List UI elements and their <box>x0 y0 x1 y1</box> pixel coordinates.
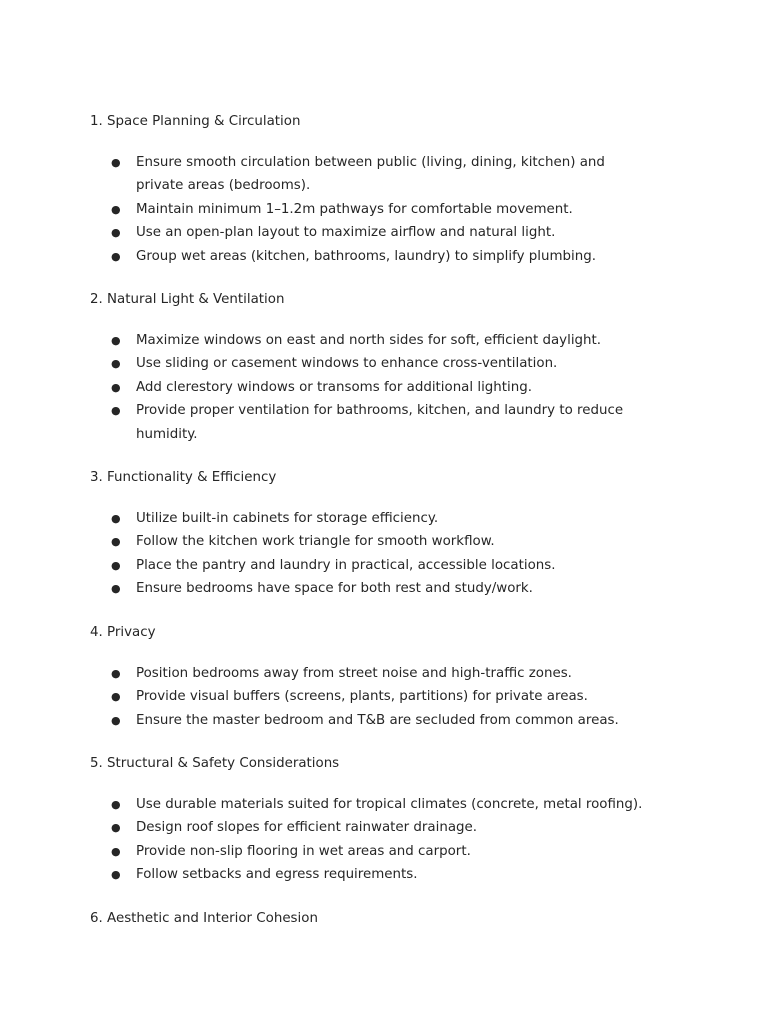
list-item-text: Use sliding or casement windows to enhance cross-ventilation. <box>136 356 558 372</box>
bullet-icon: ● <box>111 404 121 418</box>
bullet-icon: ● <box>111 249 121 263</box>
bullet-icon: ● <box>111 512 121 526</box>
bullet-icon: ● <box>111 156 121 169</box>
list-item-text: Follow setbacks and egress requirements. <box>136 867 418 883</box>
list-item <box>90 221 648 244</box>
bullet-icon: ● <box>111 821 121 835</box>
list-item <box>90 245 648 268</box>
section-structural-safety <box>90 754 648 887</box>
section-space-planning <box>90 112 648 268</box>
bullet-icon: ● <box>111 868 121 882</box>
section-natural-light <box>90 290 648 446</box>
bullet-icon: ● <box>111 797 121 811</box>
section-heading: 3. Functionality & Efficiency <box>90 470 277 486</box>
list-item <box>90 530 648 553</box>
list-item <box>90 329 648 352</box>
list-item <box>90 816 648 839</box>
list-item-text: Provide visual buffers (screens, plants, partitions) for private areas. <box>136 689 588 705</box>
bullet-icon: ● <box>111 226 121 240</box>
list-item <box>90 352 648 375</box>
bullet-icon: ● <box>111 690 121 704</box>
list-item <box>90 151 648 198</box>
list-item-text: Ensure smooth circulation between public (living, dining, kitchen) and private areas (bedrooms). <box>136 155 605 194</box>
bullet-icon: ● <box>111 334 121 348</box>
list-item-text: Provide non-slip flooring in wet areas and carport. <box>136 843 471 859</box>
bullet-icon: ● <box>111 666 121 680</box>
list-item-text: Utilize built-in cabinets for storage efficiency. <box>136 511 439 527</box>
section-functionality <box>90 468 648 601</box>
section-heading: 6. Aesthetic and Interior Cohesion <box>90 910 318 926</box>
list-item-text: Use an open-plan layout to maximize airflow and natural light. <box>136 225 556 241</box>
list-item-text: Maintain minimum 1–1.2m pathways for comfortable movement. <box>136 201 573 217</box>
list-item-text: Position bedrooms away from street noise and high-traffic zones. <box>136 665 572 681</box>
list-item-text: Use durable materials suited for tropical climates (concrete, metal roofing). <box>136 796 643 812</box>
list-item-text: Follow the kitchen work triangle for smooth workflow. <box>136 534 495 550</box>
list-item <box>90 685 648 708</box>
bullet-icon: ● <box>111 713 121 727</box>
section-heading: 2. Natural Light & Ventilation <box>90 292 285 308</box>
list-item-text: Place the pantry and laundry in practical, accessible locations. <box>136 557 556 573</box>
list-item <box>90 507 648 530</box>
list-item-text: Ensure bedrooms have space for both rest and study/work. <box>136 581 533 597</box>
bullet-list <box>90 151 648 268</box>
bullet-list <box>90 507 648 601</box>
list-item-text: Add clerestory windows or transoms for additional lighting. <box>136 379 533 395</box>
section-aesthetic <box>90 909 648 929</box>
list-item <box>90 793 648 816</box>
bullet-icon: ● <box>111 380 121 394</box>
bullet-list <box>90 662 648 732</box>
list-item <box>90 662 648 685</box>
list-item <box>90 198 648 221</box>
list-item-text: Provide proper ventilation for bathrooms, kitchen, and laundry to reduce humidity. <box>136 403 624 442</box>
list-item-text: Group wet areas (kitchen, bathrooms, laundry) to simplify plumbing. <box>136 248 596 264</box>
list-item <box>90 554 648 577</box>
section-heading: 5. Structural & Safety Considerations <box>90 755 340 771</box>
bullet-list <box>90 329 648 446</box>
section-heading: 1. Space Planning & Circulation <box>90 114 301 129</box>
bullet-icon: ● <box>111 844 121 858</box>
list-item-text: Design roof slopes for efficient rainwater drainage. <box>136 820 478 836</box>
list-item <box>90 577 648 600</box>
bullet-icon: ● <box>111 558 121 572</box>
list-item <box>90 376 648 399</box>
bullet-icon: ● <box>111 582 121 596</box>
bullet-list <box>90 793 648 887</box>
list-item-text: Ensure the master bedroom and T&B are secluded from common areas. <box>136 712 619 728</box>
bullet-icon: ● <box>111 202 121 216</box>
list-item <box>90 399 648 446</box>
bullet-icon: ● <box>111 535 121 549</box>
bullet-icon: ● <box>111 357 121 371</box>
list-item <box>90 840 648 863</box>
list-item <box>90 709 648 732</box>
list-item <box>90 863 648 886</box>
section-privacy <box>90 623 648 732</box>
list-item-text: Maximize windows on east and north sides for soft, efficient daylight. <box>136 333 602 349</box>
section-heading: 4. Privacy <box>90 624 156 640</box>
